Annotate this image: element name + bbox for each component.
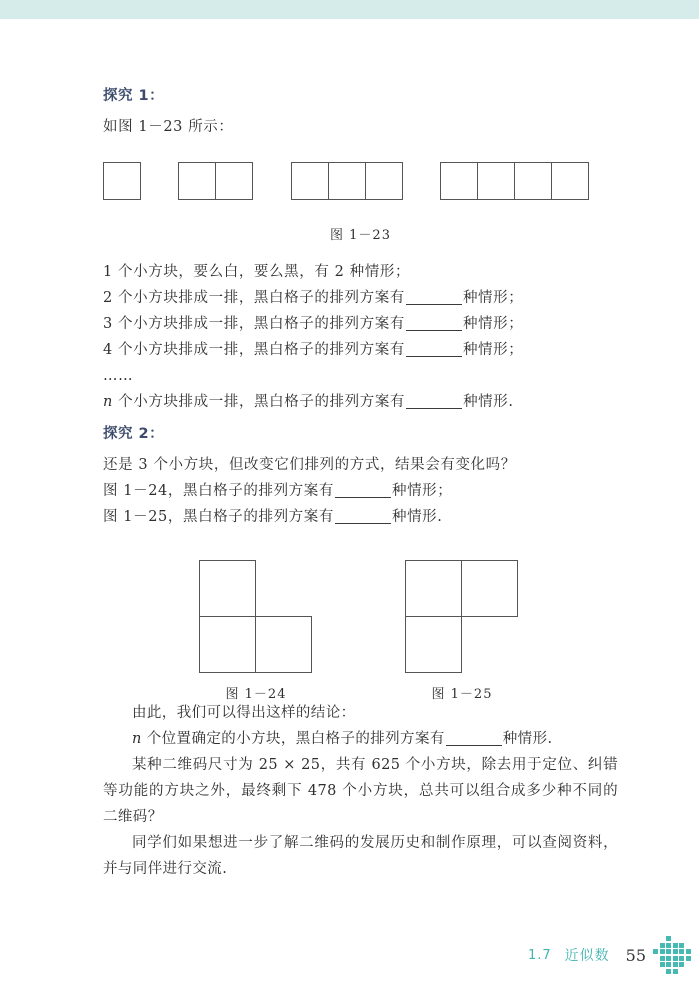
conclusion-lead: 由此，我们可以得出这样的结论： [132, 705, 356, 721]
l-shape-figures [103, 560, 618, 702]
explore1-item-3 [103, 311, 618, 337]
qr-dot [679, 943, 684, 948]
qr-dot [686, 969, 691, 974]
footer-section-name: 近似数 [564, 948, 610, 965]
explore2-item-2-before: 图 1－25，黑白格子的排列方案有 [103, 509, 334, 525]
qr-dot [679, 969, 684, 974]
figure-1-24-diagram [199, 560, 313, 674]
qr-dot [686, 962, 691, 967]
square-cell [477, 162, 515, 200]
qr-dot [653, 969, 658, 974]
figure-1-24-wrapper [199, 560, 313, 702]
explore2-question: 还是 3 个小方块，但改变它们排列的方式，结果会有变化吗？ [103, 457, 516, 473]
explore1-item-4 [103, 337, 618, 363]
page-top-band [0, 0, 699, 19]
strip-3-squares [291, 162, 403, 200]
explore2-item-1-before: 图 1－24，黑白格子的排列方案有 [103, 483, 334, 499]
square-cell [405, 560, 462, 617]
explore1-item-3-after: 种情形； [462, 316, 524, 332]
strip-2-squares [178, 162, 253, 200]
explore1-item-2-before: 2 个小方块排成一排，黑白格子的排列方案有 [103, 290, 405, 306]
answer-blank[interactable] [446, 732, 502, 746]
explore1-item-1: 1 个小方块，要么白，要么黑，有 2 种情形； [103, 264, 411, 280]
variable-n: n [103, 394, 113, 410]
qr-dot [679, 962, 684, 967]
explore1-intro: 如图 1－23 所示： [103, 119, 234, 135]
explore1-general-item [103, 389, 618, 415]
qr-dot [673, 949, 678, 954]
figure-1-23-diagram [103, 162, 618, 214]
qr-dot [666, 949, 671, 954]
qr-dot [679, 949, 684, 954]
qr-dot [686, 943, 691, 948]
square-cell [405, 616, 462, 673]
conclusion-paragraph-2: 同学们如果想进一步了解二维码的发展历史和制作原理，可以查阅资料，并与同伴进行交流. [103, 835, 618, 877]
qr-dot [673, 962, 678, 967]
variable-n: n [132, 731, 142, 747]
square-cell [178, 162, 216, 200]
qr-dot [653, 936, 658, 941]
qr-dot [686, 956, 691, 961]
qr-dot [653, 949, 658, 954]
qr-dot [653, 956, 658, 961]
qr-dot [666, 943, 671, 948]
conclusion-statement [103, 726, 618, 752]
page-content [103, 84, 618, 882]
qr-dot [673, 956, 678, 961]
square-cell [461, 560, 518, 617]
figure-1-24-caption: 图 1－24 [225, 687, 287, 702]
conclusion-paragraph-1: 某种二维码尺寸为 25 × 25，共有 625 个小方块，除去用于定位、纠错等功能的方块之外，最终剩下 478 个小方块，总共可以组合成多少种不同的二维码？ [103, 757, 618, 825]
page-body [0, 19, 699, 988]
qr-code-decoration-icon [653, 936, 691, 974]
qr-dot [686, 936, 691, 941]
qr-dot [679, 936, 684, 941]
explore1-general-before: 个小方块排成一排，黑白格子的排列方案有 [112, 394, 406, 410]
qr-dot [660, 962, 665, 967]
qr-dot [666, 969, 671, 974]
explore2-item-2 [103, 504, 618, 530]
square-cell [199, 560, 256, 617]
explore1-item-3-before: 3 个小方块排成一排，黑白格子的排列方案有 [103, 316, 405, 332]
answer-blank[interactable] [406, 343, 462, 357]
qr-dot [660, 956, 665, 961]
square-cell [440, 162, 478, 200]
strip-4-squares [440, 162, 589, 200]
square-cell [255, 616, 312, 673]
answer-blank[interactable] [406, 291, 462, 305]
qr-dot [686, 949, 691, 954]
qr-dot [673, 936, 678, 941]
explore1-general-after: 种情形. [463, 394, 514, 410]
footer-section-number: 1.7 [527, 947, 552, 963]
explore1-item-2 [103, 285, 618, 311]
answer-blank[interactable] [335, 510, 391, 524]
answer-blank[interactable] [406, 317, 462, 331]
footer-page-number: 55 [625, 945, 647, 965]
square-cell [551, 162, 589, 200]
qr-dot [666, 962, 671, 967]
qr-dot [673, 943, 678, 948]
qr-dot [660, 943, 665, 948]
answer-blank[interactable] [406, 395, 462, 409]
square-cell [291, 162, 329, 200]
square-cell [215, 162, 253, 200]
explore2-heading: 探究 2： [103, 426, 165, 442]
explore2-item-1-after: 种情形； [391, 483, 453, 499]
qr-dot [653, 962, 658, 967]
square-cell [328, 162, 366, 200]
explore1-ellipsis: …… [103, 368, 134, 384]
qr-dot [679, 956, 684, 961]
explore1-item-2-after: 种情形； [462, 290, 524, 306]
qr-dot [653, 943, 658, 948]
explore2-item-1 [103, 478, 618, 504]
qr-dot [660, 936, 665, 941]
square-cell [514, 162, 552, 200]
conclusion-statement-after: 种情形. [502, 731, 553, 747]
page-footer [528, 936, 699, 974]
explore1-item-4-after: 种情形； [462, 342, 524, 358]
figure-1-25-wrapper [405, 560, 519, 702]
qr-dot [666, 956, 671, 961]
square-cell [199, 616, 256, 673]
explore1-item-4-before: 4 个小方块排成一排，黑白格子的排列方案有 [103, 342, 405, 358]
qr-dot [673, 969, 678, 974]
square-cell [365, 162, 403, 200]
qr-dot [660, 969, 665, 974]
conclusion-statement-before: 个位置确定的小方块，黑白格子的排列方案有 [141, 731, 445, 747]
explore1-heading: 探究 1： [103, 88, 165, 104]
qr-dot [666, 936, 671, 941]
figure-1-23-caption: 图 1－23 [330, 228, 391, 243]
explore2-item-2-after: 种情形. [391, 509, 443, 525]
qr-dot [660, 949, 665, 954]
figure-1-25-caption: 图 1－25 [431, 687, 493, 702]
figure-1-25-diagram [405, 560, 519, 674]
square-cell [103, 162, 141, 200]
strip-1-square [103, 162, 141, 200]
answer-blank[interactable] [335, 484, 391, 498]
